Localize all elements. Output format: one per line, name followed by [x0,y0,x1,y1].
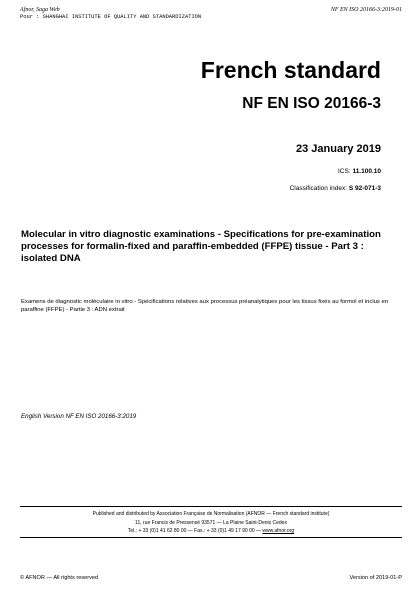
publication-date: 23 January 2019 [295,143,381,155]
footer-top-divider [20,506,402,507]
header-licensee-line: Pour : SHANGHAI INSTITUTE OF QUALITY AND STANDARDIZATION [20,14,202,20]
ics-value: 11.100.10 [352,168,381,175]
publisher-info [20,510,402,536]
classification-index [290,184,381,193]
version-label: Version of 2019-01-P [349,575,402,581]
english-version-note: English Version NF EN ISO 20166-3:2019 [21,413,137,420]
english-title: Molecular in vitro diagnostic examinations - Specifications for pre-examination processes for formalin-fixed and paraffin-embedded (FFPE) tissue - Part 3 : isolated DNA [21,229,381,264]
contact-numbers: Tel.: + 33 (0)1 41 62 80 00 — Fax.: + 33 (0)1 49 17 90 00 — [127,528,263,535]
french-title: Examens de diagnostic moléculaire in vitro - Spécifications relatives aux processus préanalytiques pour les tissus fixés au formol et inclus en paraffine (FFPE) - Partie 3 : ADN extrait [21,299,389,314]
copyright-notice: © AFNOR — All rights reserved [20,575,99,581]
address-line: 11, rue Francis de Pressensé 93571 — La Plaine Saint-Denis Cedex [135,519,287,526]
website-link[interactable]: www.afnor.org [262,528,295,535]
classification-value: S 92-071-3 [348,185,381,192]
publisher-line: Published and distributed by Association Française de Normalisation (AFNOR — French standard institute) [92,511,330,517]
ics-label: ICS: [337,168,353,175]
contact-line [20,527,402,536]
ics-code [338,167,381,176]
header-source-line: Afnor, Saga Web [20,7,60,13]
classification-label: Classification index: [289,185,349,192]
standard-number: NF EN ISO 20166-3 [242,95,381,112]
document-type-title: French standard [200,57,381,83]
header-standard-reference: NF EN ISO 20166-3:2019-01 [330,7,402,13]
footer-bottom-divider [20,537,402,538]
